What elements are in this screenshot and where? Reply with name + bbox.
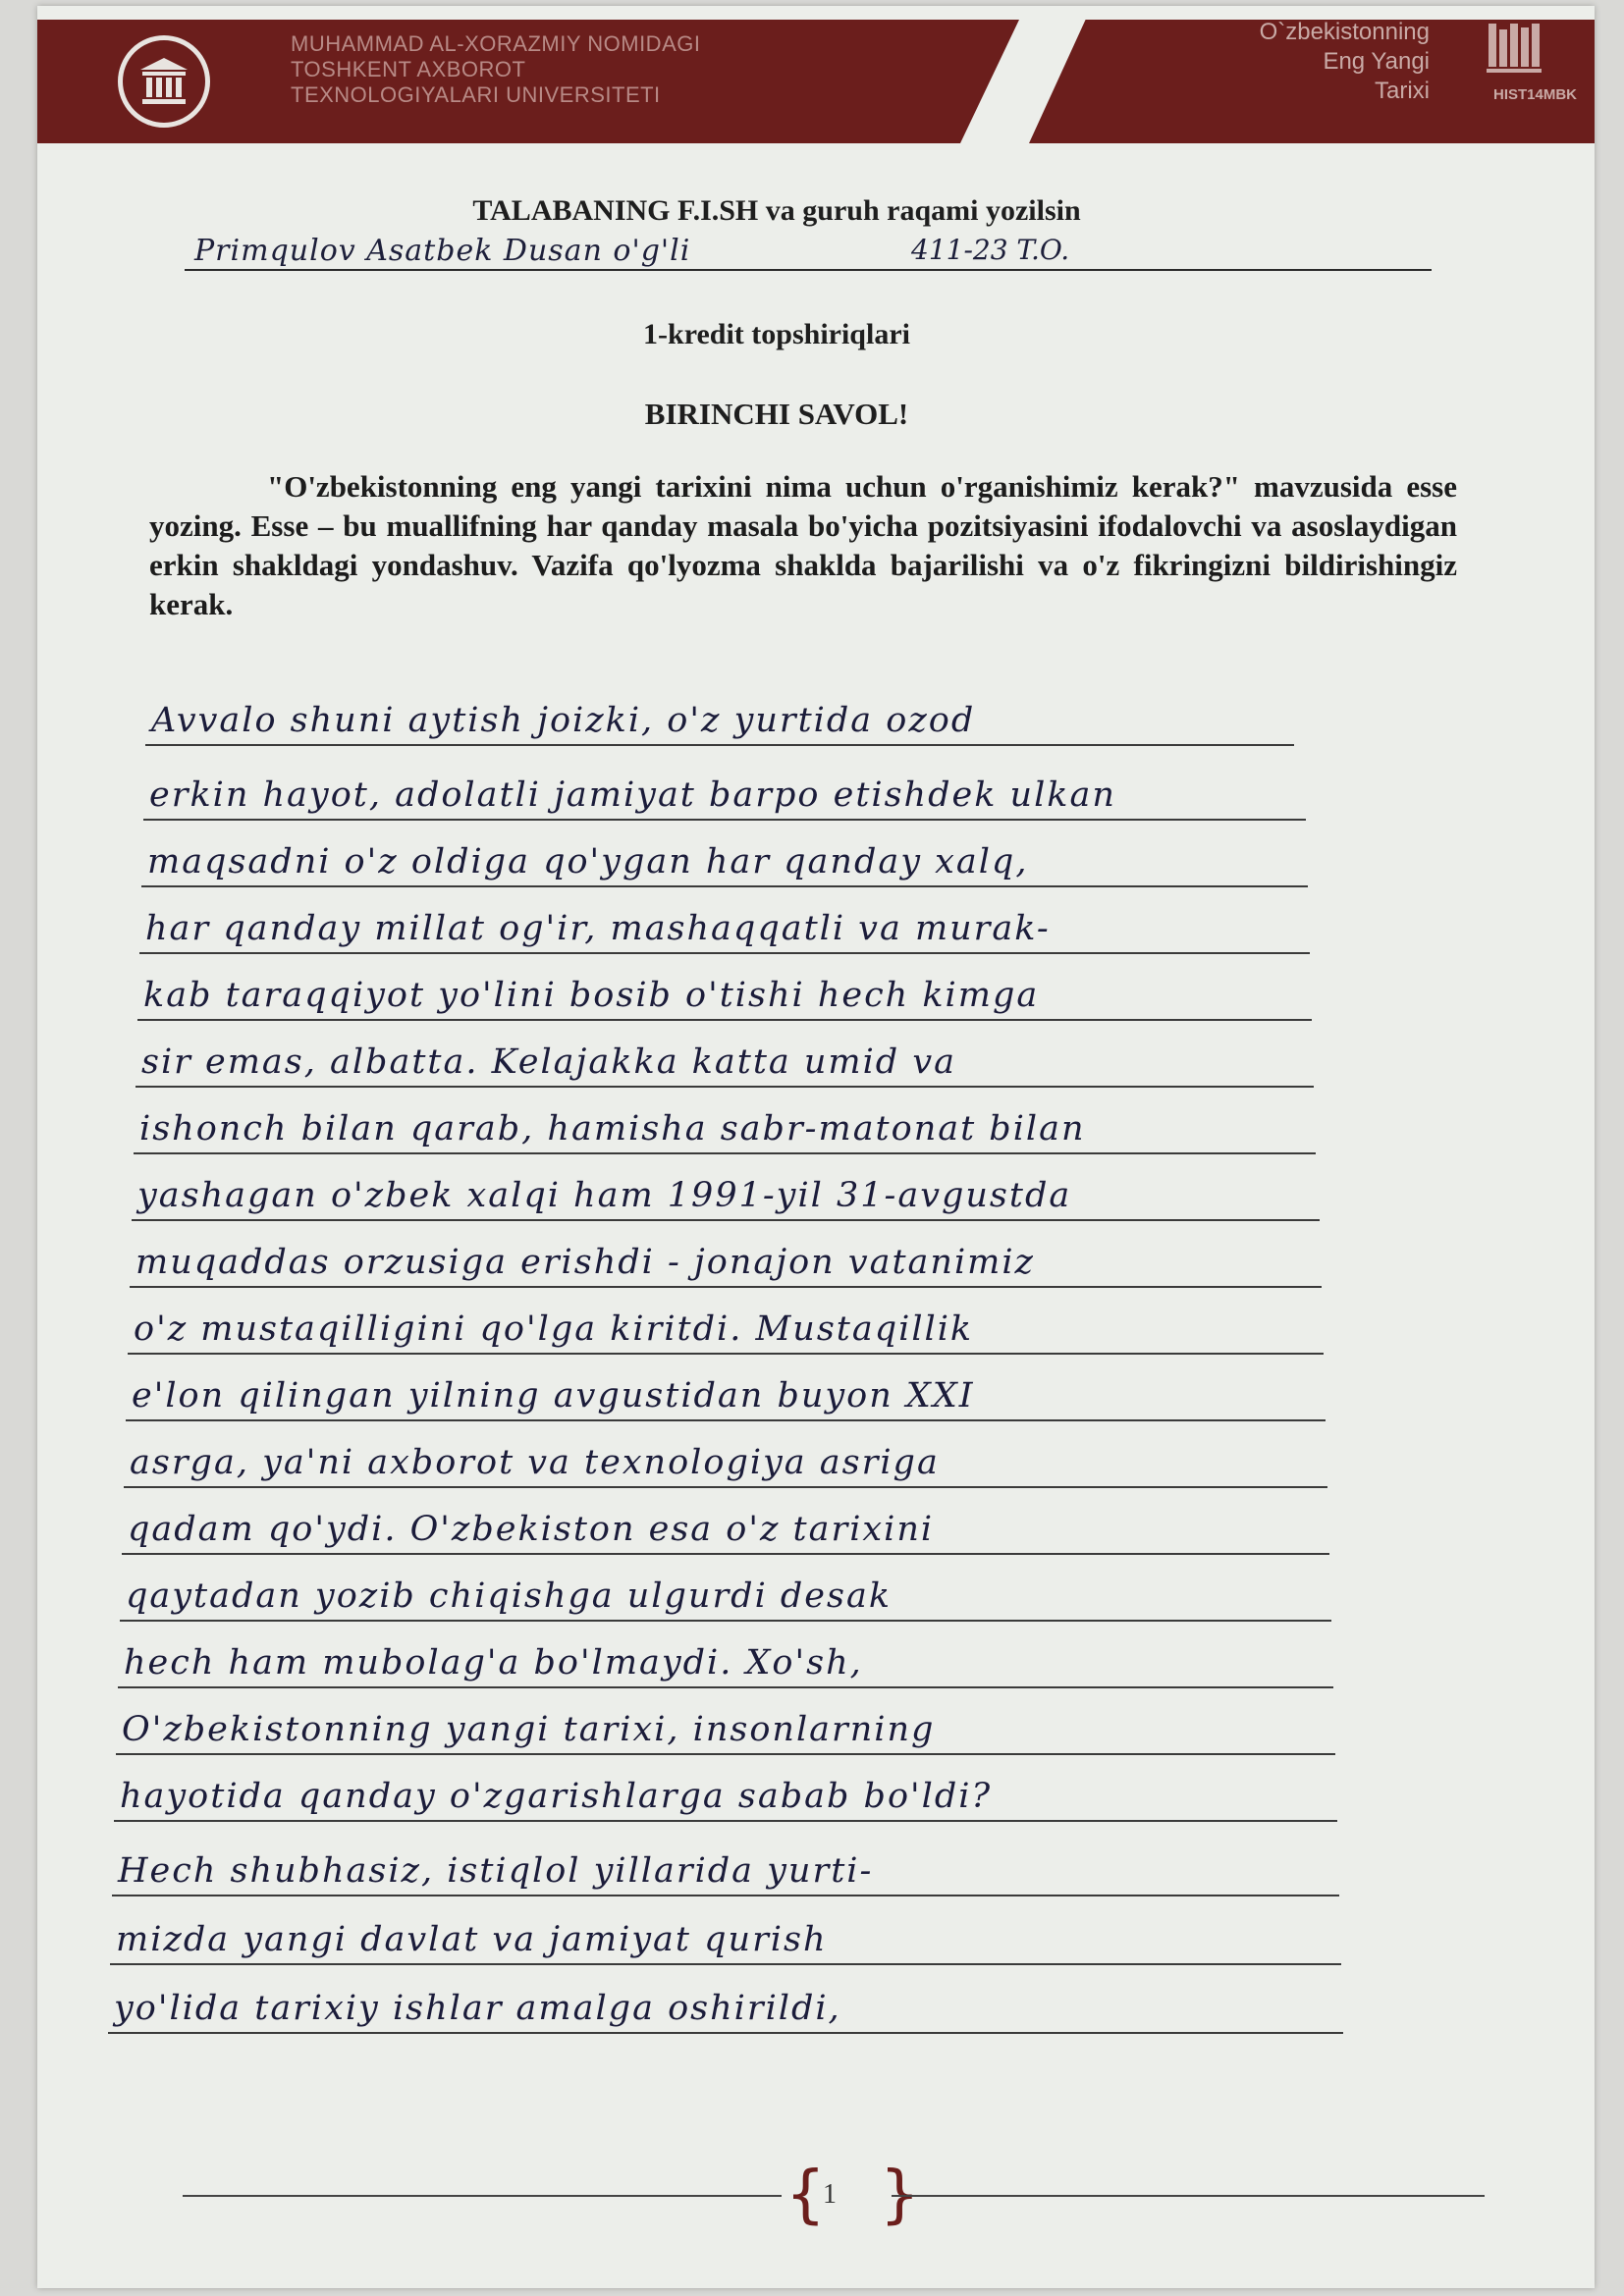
essay-line-text: Avvalo shuni aytish joizki, o'z yurtida ozod xyxy=(151,701,976,740)
essay-line xyxy=(137,974,1312,1021)
essay-line-text: Hech shubhasiz, istiqlol yillarida yurti- xyxy=(118,1851,874,1891)
essay-line xyxy=(145,699,1294,746)
essay-line-text: kab taraqqiyot yo'lini bosib o'tishi hech kimga xyxy=(143,976,1040,1015)
essay-line-text: hech ham mubolag'a bo'lmaydi. Xo'sh, xyxy=(124,1643,863,1682)
essay-line-text: maqsadni o'z oldiga qo'ygan har qanday xalq, xyxy=(147,842,1029,881)
course-code: HIST14MBK xyxy=(1492,86,1577,103)
page-number: 1 xyxy=(823,2179,837,2210)
books-icon xyxy=(1485,20,1547,79)
essay-line-text: sir emas, albatta. Kelajakka katta umid va xyxy=(141,1042,956,1082)
page-header xyxy=(37,6,1595,143)
essay-line-text: erkin hayot, adolatli jamiyat barpo etishdek ulkan xyxy=(149,775,1116,815)
essay-line xyxy=(132,1174,1320,1221)
essay-line-text: qadam qo'ydi. O'zbekiston esa o'z tarixini xyxy=(128,1510,935,1549)
essay-line xyxy=(124,1441,1327,1488)
essay-line xyxy=(122,1508,1329,1555)
essay-line-text: yashagan o'zbek xalqi ham 1991-yil 31-avgustda xyxy=(137,1176,1072,1215)
essay-line-text: e'lon qilingan yilning avgustidan buyon XXI xyxy=(132,1376,975,1415)
essay-line-text: o'z mustaqilligini qo'lga kiritdi. Mustaqillik xyxy=(134,1309,974,1349)
essay-line-text: har qanday millat og'ir, mashaqqatli va murak- xyxy=(145,909,1051,948)
essay-line-text: ishonch bilan qarab, hamisha sabr-matonat bilan xyxy=(139,1109,1086,1148)
footer-rule-left xyxy=(183,2195,782,2197)
essay-line xyxy=(118,1641,1333,1688)
essay-line-text: qaytadan yozib chiqishga ulgurdi desak xyxy=(126,1576,893,1616)
essay-line-text: hayotida qanday o'zgarishlarga sabab bo'ldi? xyxy=(120,1777,993,1816)
essay-line xyxy=(114,1775,1337,1822)
university-name-line-2: TOSHKENT AXBOROT xyxy=(291,57,526,81)
university-name xyxy=(291,31,899,108)
essay-line-text: muqaddas orzusiga erishdi - jonajon vatanimiz xyxy=(135,1243,1035,1282)
essay-line xyxy=(139,907,1310,954)
university-logo xyxy=(118,35,210,128)
essay-line-text: yo'lida tarixiy ishlar amalga oshirildi, xyxy=(114,1989,841,2028)
essay-line xyxy=(135,1041,1314,1088)
essay-line xyxy=(112,1849,1339,1896)
university-name-line-3: TEXNOLOGIYALARI UNIVERSITETI xyxy=(291,82,661,107)
course-title-line-1: O`zbekistonning xyxy=(1259,19,1430,45)
course-title-line-2: Eng Yangi xyxy=(1323,48,1430,75)
essay-line-text: asrga, ya'ni axborot va texnologiya asriga xyxy=(130,1443,940,1482)
footer-rule-right xyxy=(892,2195,1485,2197)
essay-line xyxy=(134,1107,1316,1154)
essay-line xyxy=(108,1987,1343,2034)
course-title xyxy=(1260,18,1430,106)
essay-line xyxy=(128,1308,1324,1355)
essay-line-text: mizda yangi davlat va jamiyat qurish xyxy=(116,1920,828,1959)
essay-line xyxy=(116,1708,1335,1755)
question-title: BIRINCHI SAVOL! xyxy=(644,397,909,431)
university-columns-icon xyxy=(136,54,191,109)
footer-brace-left: { xyxy=(785,2159,826,2231)
essay-line-text: O'zbekistonning yangi tarixi, insonlarning xyxy=(122,1710,936,1749)
student-group: 411-23 T.O. xyxy=(911,234,1070,266)
essay-line xyxy=(126,1374,1326,1421)
essay-line xyxy=(110,1918,1341,1965)
essay-line xyxy=(130,1241,1322,1288)
name-underline xyxy=(185,269,1432,271)
essay-line xyxy=(141,840,1308,887)
university-name-line-1: MUHAMMAD AL-XORAZMIY NOMIDAGI xyxy=(291,31,701,56)
student-name: Primqulov Asatbek Dusan o'g'li xyxy=(194,234,691,268)
scanned-page xyxy=(37,6,1595,2288)
footer-brace-right: } xyxy=(880,2159,920,2231)
name-heading: TALABANING F.I.SH va guruh raqami yozilsin xyxy=(472,194,1081,227)
credit-title: 1-kredit topshiriqlari xyxy=(643,318,910,350)
essay-line xyxy=(143,774,1306,821)
course-title-line-3: Tarixi xyxy=(1374,78,1430,104)
task-text: "O'zbekistonning eng yangi tarixini nima uchun o'rganishimiz kerak?" mavzusida esse yozing. Esse – bu muallifning har qanday masala bo'yicha pozitsiyasini ifodalovchi va asoslaydigan erkin shakldagi yondashuv. Vazifa qo'lyozma shaklda bajarilishi va o'z fikringizni bildirishingiz kerak. xyxy=(149,469,1457,621)
essay-line xyxy=(120,1575,1331,1622)
